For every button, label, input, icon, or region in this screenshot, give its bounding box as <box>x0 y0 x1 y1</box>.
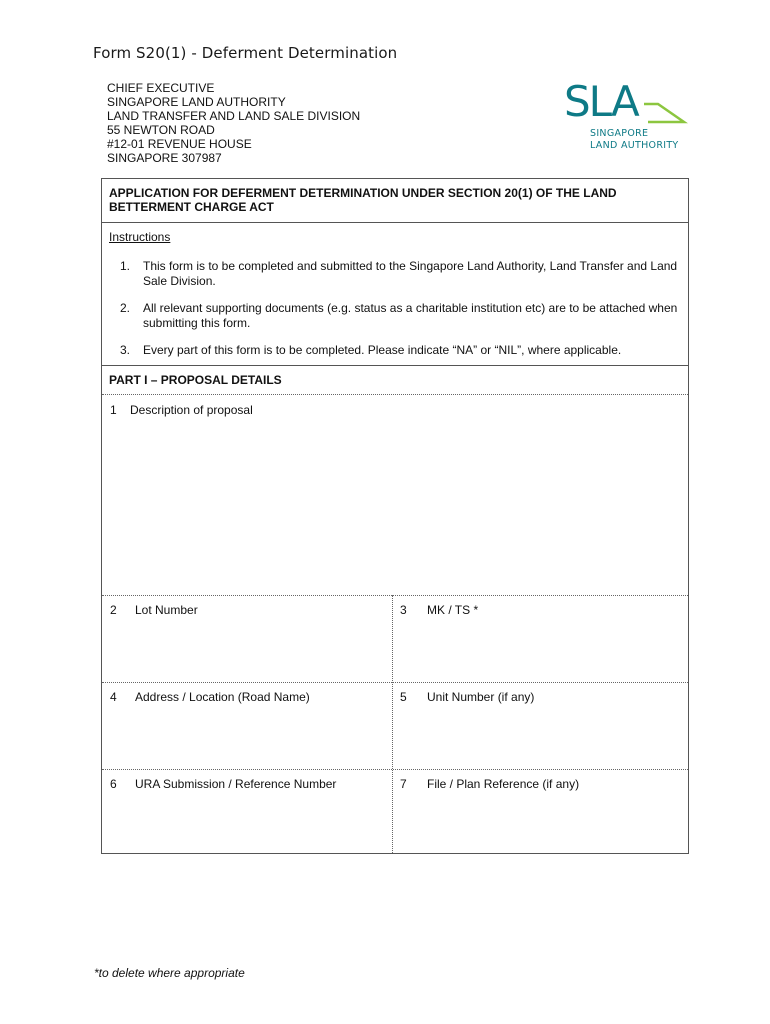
address-line: SINGAPORE 307987 <box>107 151 222 165</box>
instructions-title: Instructions <box>109 230 171 244</box>
instruction-text: Every part of this form is to be completed. Please indicate “NA” or “NIL”, where applicable. <box>143 343 622 357</box>
lot-number-field[interactable] <box>102 595 392 682</box>
instruction-item <box>120 343 682 358</box>
address-line: 55 NEWTON ROAD <box>107 123 215 137</box>
address-location-field[interactable] <box>102 682 392 769</box>
field-number: 4 <box>110 690 117 704</box>
file-plan-reference-field[interactable] <box>393 769 688 854</box>
fields-row-2 <box>102 682 688 770</box>
instruction-number: 3. <box>120 343 131 357</box>
field-number: 3 <box>400 603 407 617</box>
address-line: #12-01 REVENUE HOUSE <box>107 137 252 151</box>
fields-row-3 <box>102 769 688 856</box>
sla-logo <box>560 74 690 158</box>
field-label: File / Plan Reference (if any) <box>427 777 580 791</box>
instruction-number: 2. <box>120 301 131 315</box>
instruction-text: All relevant supporting documents (e.g. status as a charitable institution etc) are to be attached when submitting this form. <box>143 301 678 330</box>
instructions-section <box>102 223 688 366</box>
unit-number-field[interactable] <box>393 682 688 769</box>
recipient-address <box>107 81 360 165</box>
field-label: Address / Location (Road Name) <box>135 690 310 704</box>
field-label: Description of proposal <box>130 403 253 417</box>
sla-logo-mark <box>560 74 690 126</box>
mk-ts-field[interactable] <box>393 595 688 682</box>
proposal-description-field[interactable] <box>102 395 688 596</box>
instruction-number: 1. <box>120 259 131 273</box>
field-number: 2 <box>110 603 117 617</box>
field-label: URA Submission / Reference Number <box>135 777 337 791</box>
instruction-item <box>120 259 682 289</box>
logo-land-shape <box>644 104 684 122</box>
logo-text <box>590 128 679 152</box>
field-number: 5 <box>400 690 407 704</box>
form-title: Form S20(1) - Deferment Determination <box>93 44 398 62</box>
field-number: 1 <box>110 403 117 417</box>
application-heading: APPLICATION FOR DEFERMENT DETERMINATION UNDER SECTION 20(1) OF THE LAND BETTERMENT CHARGE ACT <box>102 179 688 223</box>
footnote: *to delete where appropriate <box>94 966 245 980</box>
application-form <box>101 178 689 854</box>
ura-submission-field[interactable] <box>102 769 392 854</box>
field-number: 7 <box>400 777 407 791</box>
field-number: 6 <box>110 777 117 791</box>
field-label: Lot Number <box>135 603 198 617</box>
address-line: CHIEF EXECUTIVE <box>107 81 215 95</box>
logo-acronym: SLA <box>564 77 638 126</box>
field-label: MK / TS * <box>427 603 479 617</box>
instruction-item <box>120 301 682 331</box>
address-line: SINGAPORE LAND AUTHORITY <box>107 95 286 109</box>
part1-heading: PART I – PROPOSAL DETAILS <box>102 365 688 395</box>
instruction-text: This form is to be completed and submitted to the Singapore Land Authority, Land Transfer and Land Sale Division. <box>143 259 678 288</box>
address-line: LAND TRANSFER AND LAND SALE DIVISION <box>107 109 361 123</box>
field-label: Unit Number (if any) <box>427 690 535 704</box>
logo-line2: LAND AUTHORITY <box>590 140 679 151</box>
fields-row-1 <box>102 595 688 683</box>
logo-line1: SINGAPORE <box>590 128 649 139</box>
